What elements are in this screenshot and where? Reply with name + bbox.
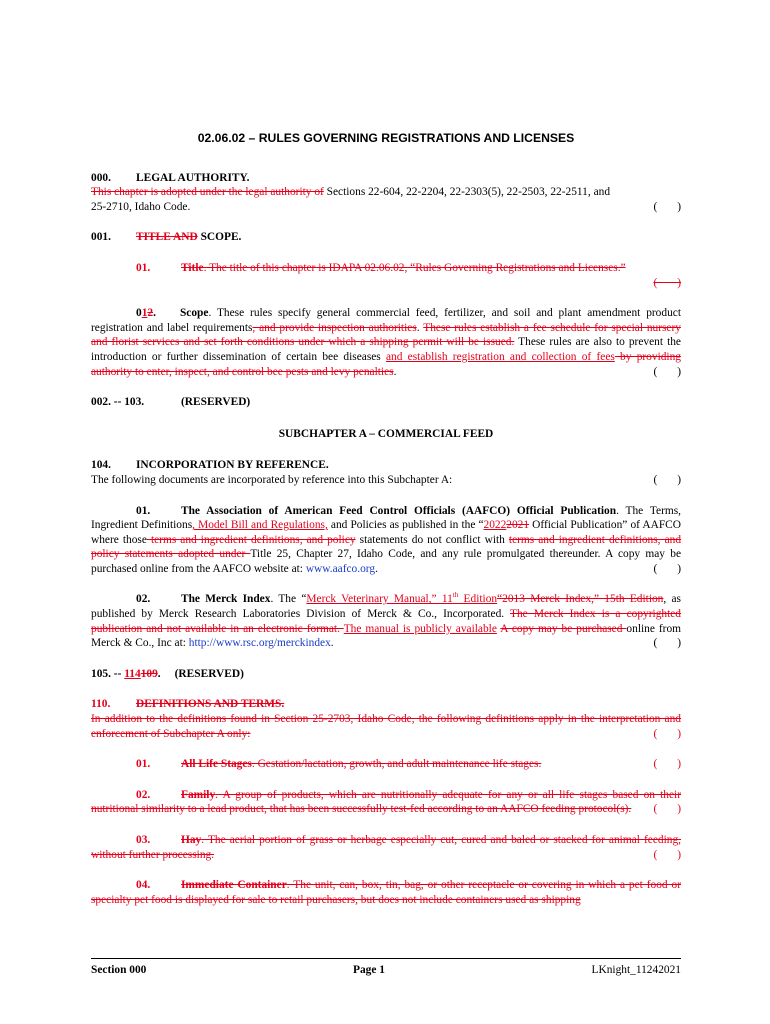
section-104-02: 02. The Merck Index. The “Merck Veterinary Manual,” 11th Edition“2013 Merck Index,” 15th Edition, as published by Merck Research Laboratories Division of Merck & Co., Incorporated. The Merck Index is a copyrighted publication and not available in an electronic format. The manual is publicly available A copy may be purchased online from Merck & Co., Inc at: http://www.rsc.org/merckindex. ( ) <box>91 591 682 650</box>
page-footer <box>91 964 681 976</box>
section-000-text: This chapter is adopted under the legal authority of Sections 22-604, 22-2204, 22-2303(5), 22-2503, 22-2511, and 25-2710, Idaho Code. ( ) <box>91 186 681 213</box>
subchapter-heading: SUBCHAPTER A – COMMERCIAL FEED <box>278 427 494 440</box>
section-104-heading: 104. INCORPORATION BY REFERENCE. <box>91 459 329 472</box>
section-105-heading: 105. -- 114109. (RESERVED) <box>91 667 244 680</box>
section-number: 000. <box>91 171 111 184</box>
section-001-heading: 001. TITLE AND SCOPE. <box>91 231 242 244</box>
section-001-scope: 012. Scope. These rules specify general commercial feed, fertilizer, and soil and plant amendment product registration and label requirements, and provide inspection authorities. These rules establish a fee schedule for special nursery and florist services and set forth conditions under which a shipping permit will be issued. These rules are also to prevent the introduction or further dissemination of certain bee diseases and establish registration and collection of fees by providing authority to enter, inspect, and control bee pests and levy penalties. ( ) <box>91 307 681 378</box>
deleted-text: This chapter is adopted under the legal authority of <box>91 186 324 199</box>
footer-page-number: Page 1 <box>352 964 385 976</box>
section-001-01-deleted: 01. Title. The title of this chapter is IDAPA 02.06.02, “Rules Governing Registrations and Licenses.” ( ) <box>136 261 681 289</box>
aafco-link[interactable]: www.aafco.org <box>305 562 376 575</box>
footer-section: Section 000 <box>91 964 147 976</box>
footer-author-id: LKnight_11242021 <box>591 964 681 976</box>
section-110-deleted: 110. DEFINITIONS AND TERMS. In addition to the definitions found in Section 25-2703, Idaho Code, the following definitions apply in the interpretation and enforcement of Subchapter A only: ( ) 01. All Life Stages. Gestation/lactation, growth, and adult maintenance life stages. ( ) 02. Family. A group of products, which are nutritionally adequate for any or all life stages based on their nutritional similarity to a lead product, that has been successfully test-fed according to an AAFCO feeding protocol(s). ( ) 03. Hay. The aerial portion of grass or herbage especially cut, cured and baled or stacked for animal feeding, without further processing. ( ) 04. Immediate Container. The unit, can, box, tin, bag, or other receptacle or covering in which a pet food or specialty pet food is displayed for sale to retail purchasers, but does not include containers used as shipping <box>91 698 681 906</box>
parens-placeholder: ( ) <box>653 200 681 213</box>
section-title: LEGAL AUTHORITY. <box>136 171 250 184</box>
section-104-01: 01. The Association of American Feed Control Officials (AAFCO) Official Publication. The Terms, Ingredient Definitions, Model Bill and Regulations, and Policies as published in the “20222021 Official Publication” of AAFCO where those terms and ingredient definitions, and policy statements do not conflict with terms and ingredient definitions, and policy statements adopted under Title 25, Chapter 27, Idaho Code, and any rule promulgated thereunder. A copy may be purchased online from the AAFCO website at: www.aafco.org. ( ) <box>91 504 682 575</box>
section-000-heading <box>91 171 681 186</box>
section-002-heading: 002. -- 103. (RESERVED) <box>91 396 251 409</box>
footer-divider <box>91 958 681 959</box>
deleted-text: TITLE AND <box>136 231 198 244</box>
merck-link[interactable]: http://www.rsc.org/merckindex <box>188 637 331 650</box>
document-body <box>91 131 681 907</box>
document-title: 02.06.02 – RULES GOVERNING REGISTRATIONS AND LICENSES <box>197 131 575 145</box>
section-104-text: The following documents are incorporated by reference into this Subchapter A: ( ) <box>91 473 681 486</box>
